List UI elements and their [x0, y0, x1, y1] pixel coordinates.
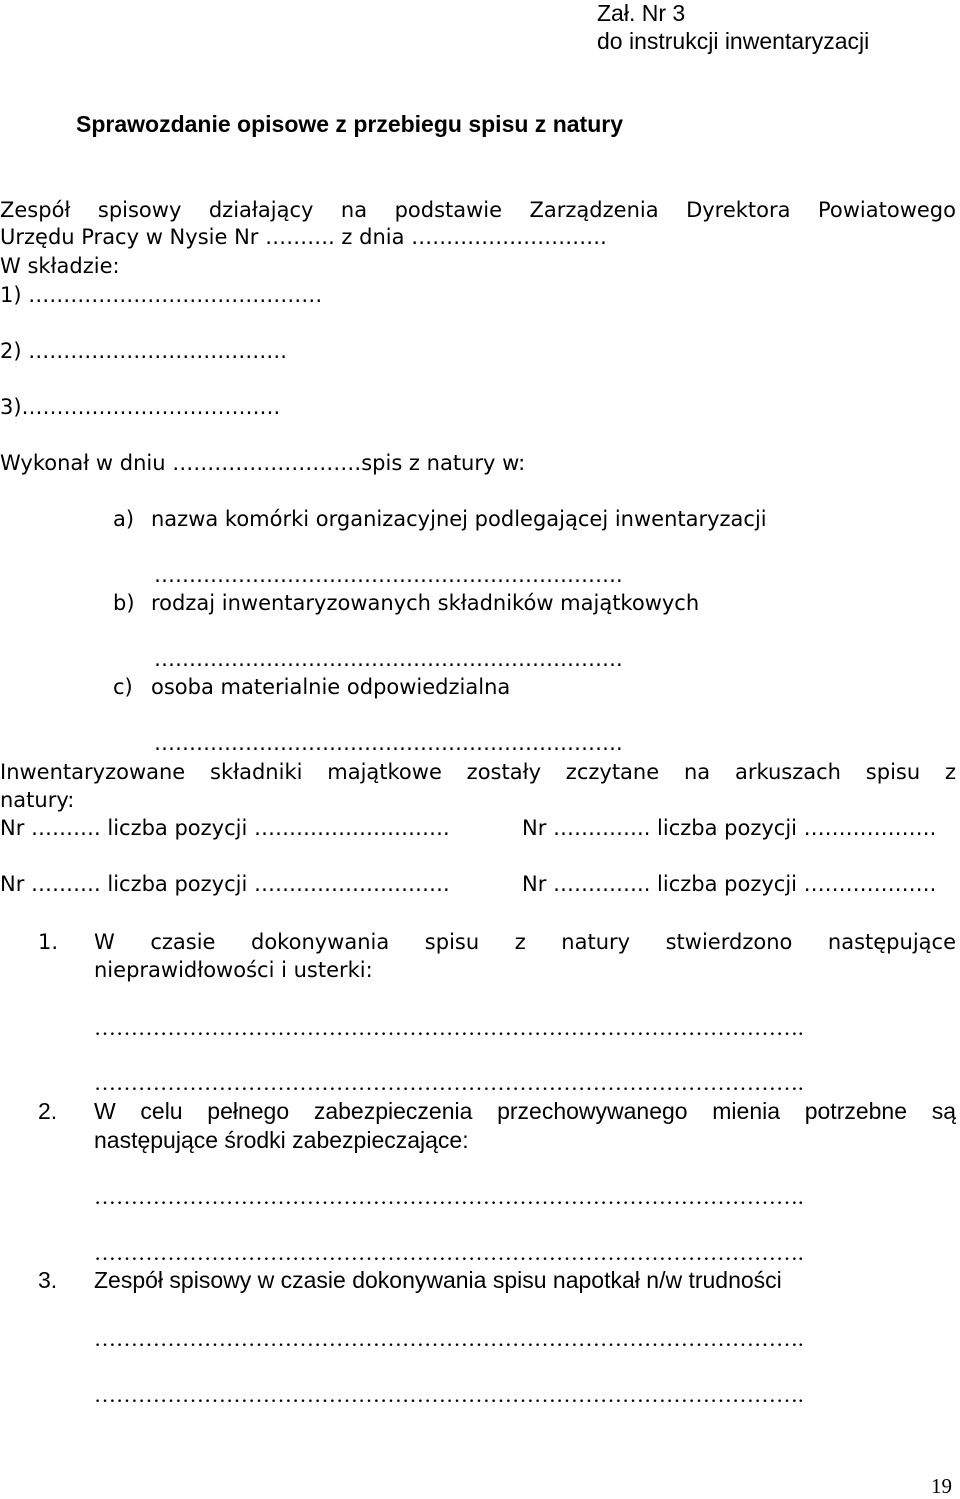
section-2-fill-line-1: …………………………………………………………………………………….	[94, 1184, 804, 1209]
sheet-row-2-right: Nr ………….. liczba pozycji ……………….	[522, 872, 937, 896]
section-3-number: 3.	[38, 1267, 58, 1293]
team-member-1: 1) ……………………………………	[0, 283, 323, 307]
intro-line-1: Zespół spisowy działający na podstawie Zarządzenia Dyrektora Powiatowego	[0, 198, 956, 222]
item-b-label: b)	[113, 591, 135, 615]
composition-label: W składzie:	[0, 254, 120, 278]
section-2-line-2: następujące środki zabezpieczające:	[94, 1127, 469, 1153]
sheets-line-1: Inwentaryzowane składniki majątkowe zostały zczytane na arkuszach spisu z	[0, 760, 956, 784]
section-2-number: 2.	[38, 1098, 58, 1124]
section-3-line-1: Zespół spisowy w czasie dokonywania spisu napotkał n/w trudności	[94, 1267, 782, 1293]
item-b-fill-line: ………………………………………………………….	[154, 647, 623, 671]
intro-line-2: Urzędu Pracy w Nysie Nr ………. z dnia ……………………….	[0, 225, 607, 249]
item-c-label: c)	[113, 675, 133, 699]
attachment-number: Zał. Nr 3	[597, 0, 686, 26]
section-1-fill-line-1: …………………………………………………………………………………….	[94, 1015, 804, 1040]
team-member-3: 3)……………………………….	[0, 395, 281, 419]
section-3-fill-line-1: …………………………………………………………………………………….	[94, 1326, 804, 1351]
team-member-2: 2) ……………………………….	[0, 339, 287, 363]
item-a-text: nazwa komórki organizacyjnej podlegającej inwentaryzacji	[151, 507, 767, 531]
document-title: Sprawozdanie opisowe z przebiegu spisu z natury	[76, 111, 623, 137]
section-2-line-1: W celu pełnego zabezpieczenia przechowywanego mienia potrzebne są	[94, 1098, 956, 1124]
item-b-text: rodzaj inwentaryzowanych składników majątkowych	[151, 591, 700, 615]
page-number: 19	[931, 1474, 952, 1498]
sheets-line-2: natury:	[0, 788, 75, 812]
item-c-text: osoba materialnie odpowiedzialna	[151, 675, 511, 699]
section-2-fill-line-2: …………………………………………………………………………………….	[94, 1240, 804, 1265]
sheet-row-1-right: Nr ………….. liczba pozycji ……………….	[522, 816, 937, 840]
item-c-fill-line: ………………………………………………………….	[154, 731, 623, 755]
section-1-line-1: W czasie dokonywania spisu z natury stwierdzono następujące	[94, 930, 956, 954]
section-3-fill-line-2: …………………………………………………………………………………….	[94, 1382, 804, 1407]
section-1-number: 1.	[38, 930, 59, 954]
performed-on-date: Wykonał w dniu ………………………spis z natury w:	[0, 451, 526, 475]
item-a-label: a)	[113, 507, 135, 531]
sheet-row-1-left: Nr ………. liczba pozycji ……………………….	[0, 816, 450, 840]
sheet-row-2-left: Nr ………. liczba pozycji ……………………….	[0, 872, 450, 896]
attachment-reference: do instrukcji inwentaryzacji	[597, 28, 870, 54]
item-a-fill-line: ………………………………………………………….	[154, 563, 623, 587]
section-1-line-2: nieprawidłowości i usterki:	[94, 958, 373, 982]
section-1-fill-line-2: …………………………………………………………………………………….	[94, 1070, 804, 1095]
